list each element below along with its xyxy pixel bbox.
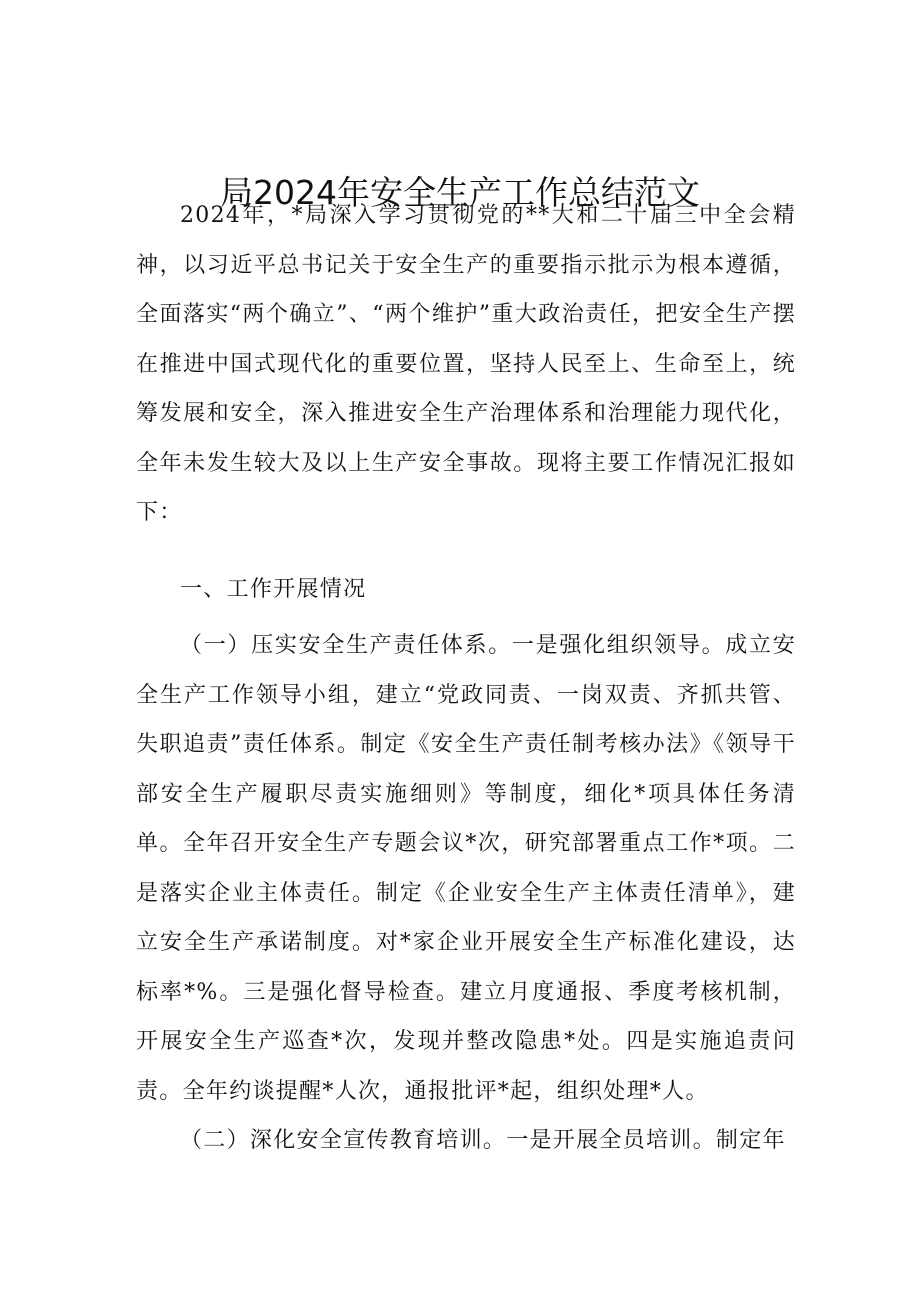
section-heading: 一、工作开展情况 [180, 577, 367, 602]
intro-paragraph: 2024年，*局深入学习贯彻党的**大和二十届三中全会精神，以习近平总书记关于安全生产的重要指示批示为根本遵循，全面落实“两个确立”、“两个维护”重大政治责任，把安全生产摆在推进中国式现代化的重要位置，坚持人民至上、生命至上，统筹发展和安全，深入推进安全生产治理体系和治理能力现代化，全年未发生较大及以上生产安全事故。现将主要工作情况汇报如下： [136, 203, 796, 525]
document-title: 局2024年安全生产工作总结范文 [220, 173, 700, 213]
item-1-paragraph: （一）压实安全生产责任体系。一是强化组织领导。成立安全生产工作领导小组，建立“党政同责、一岗双责、齐抓共管、失职追责”责任体系。制定《安全生产责任制考核办法》《领导干部安全生产履职尽责实施细则》等制度，细化*项具体任务清单。全年召开安全生产专题会议*次，研究部署重点工作*项。二是落实企业主体责任。制定《企业安全生产主体责任清单》，建立安全生产承诺制度。对*家企业开展安全生产标准化建设，达标率*%。三是强化督导检查。建立月度通报、季度考核机制，开展安全生产巡查*次，发现并整改隐患*处。四是实施追责问责。全年约谈提醒*人次，通报批评*起，组织处理*人。 [136, 633, 796, 1104]
item-2-paragraph: （二）深化安全宣传教育培训。一是开展全员培训。制定年 [180, 1128, 786, 1153]
